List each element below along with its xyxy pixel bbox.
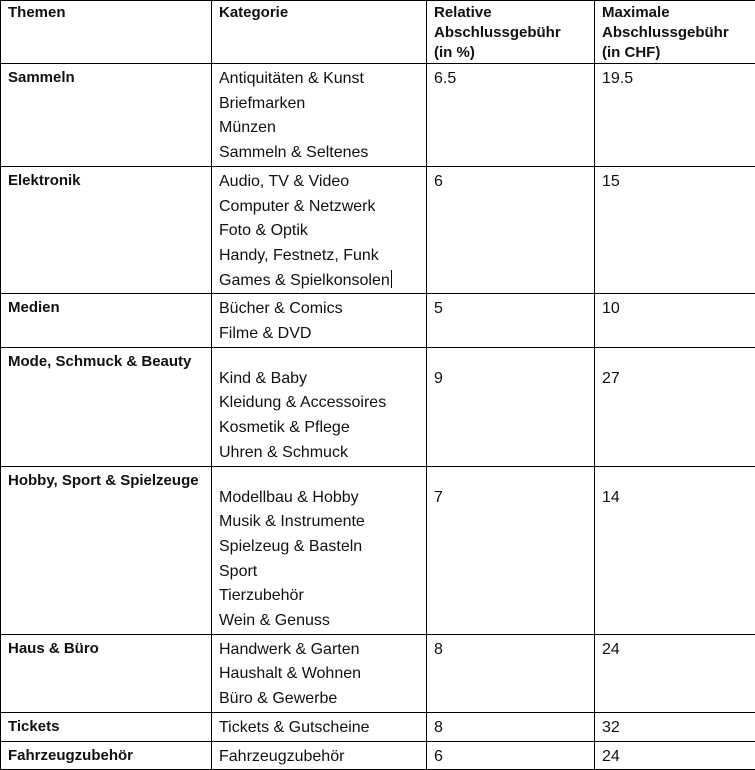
theme-cell: Haus & Büro [1,634,212,712]
category-item: Spielzeug & Basteln [219,535,422,560]
category-item: Handy, Festnetz, Funk [219,244,422,269]
category-item: Musik & Instrumente [219,510,422,535]
category-cell [212,347,427,466]
theme-cell: Fahrzeugzubehör [1,741,212,770]
category-cell [212,634,427,712]
category-item: Tierzubehör [219,584,422,609]
relative-fee-cell: 6 [427,166,595,294]
relative-fee-cell: 9 [427,347,595,466]
header-row [1,1,755,64]
category-item: Filme & DVD [219,322,422,347]
category-item: Büro & Gewerbe [219,687,422,712]
header-max-line: (in CHF) [602,43,749,63]
category-item: Handwerk & Garten [219,638,422,663]
theme-cell: Elektronik [1,166,212,294]
max-fee-cell: 24 [595,634,755,712]
table-row [1,347,755,466]
category-cell [212,294,427,347]
category-item: Briefmarken [219,92,422,117]
header-max-line: Abschlussgebühr [602,23,749,43]
max-fee-cell: 19.5 [595,64,755,167]
theme-cell: Hobby, Sport & Spielzeuge [1,466,212,634]
table-row [1,741,755,770]
category-item-with-cursor [219,269,422,294]
relative-fee-cell: 8 [427,634,595,712]
relative-fee-cell: 7 [427,466,595,634]
theme-cell: Tickets [1,712,212,741]
category-item: Audio, TV & Video [219,170,422,195]
max-fee-cell: 10 [595,294,755,347]
theme-cell: Sammeln [1,64,212,167]
theme-cell: Medien [1,294,212,347]
table-row [1,466,755,634]
table-row [1,712,755,741]
theme-cell: Mode, Schmuck & Beauty [1,347,212,466]
category-item: Uhren & Schmuck [219,441,422,466]
category-item-text: Games & Spielkonsolen [219,272,390,289]
header-max-line: Maximale [602,3,749,23]
max-fee-cell: 15 [595,166,755,294]
category-item: Modellbau & Hobby [219,486,422,511]
category-item: Kleidung & Accessoires [219,391,422,416]
max-fee-cell: 14 [595,466,755,634]
relative-fee-cell: 8 [427,712,595,741]
header-theme-label: Themen [8,3,205,23]
category-item: Haushalt & Wohnen [219,662,422,687]
category-item: Bücher & Comics [219,297,422,322]
category-item: Computer & Netzwerk [219,195,422,220]
header-category [212,1,427,64]
category-item: Antiquitäten & Kunst [219,67,422,92]
header-max-fee [595,1,755,64]
category-cell [212,712,427,741]
table-row [1,64,755,167]
relative-fee-cell: 5 [427,294,595,347]
category-cell [212,466,427,634]
category-item: Fahrzeugzubehör [219,745,422,770]
text-cursor [391,270,392,288]
max-fee-cell: 24 [595,741,755,770]
relative-fee-cell: 6 [427,741,595,770]
max-fee-cell: 27 [595,347,755,466]
category-item: Wein & Genuss [219,609,422,634]
category-item: Sammeln & Seltenes [219,141,422,166]
table-row [1,634,755,712]
category-cell [212,166,427,294]
header-relative-line: Abschlussgebühr [434,23,588,43]
category-item: Kind & Baby [219,367,422,392]
category-cell [212,741,427,770]
header-category-label: Kategorie [219,3,420,23]
header-relative-line: (in %) [434,43,588,63]
category-item: Foto & Optik [219,219,422,244]
category-item: Münzen [219,116,422,141]
table-row [1,294,755,347]
relative-fee-cell: 6.5 [427,64,595,167]
category-item: Kosmetik & Pflege [219,416,422,441]
category-item: Tickets & Gutscheine [219,716,422,741]
category-item: Sport [219,560,422,585]
header-relative-line: Relative [434,3,588,23]
header-relative-fee [427,1,595,64]
max-fee-cell: 32 [595,712,755,741]
header-theme [1,1,212,64]
category-cell [212,64,427,167]
table-row [1,166,755,294]
